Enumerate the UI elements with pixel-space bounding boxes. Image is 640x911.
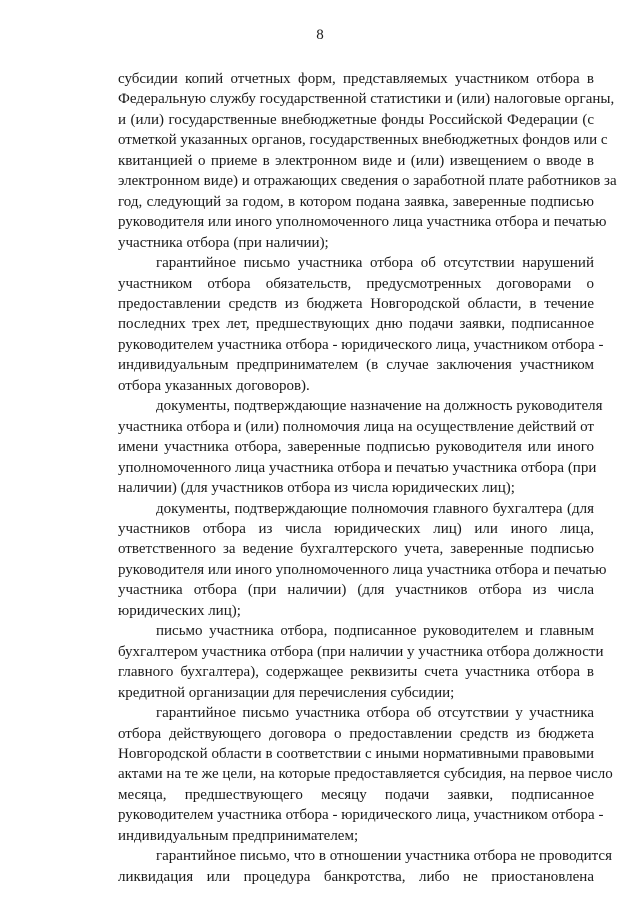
text-line: отбора указанных договоров).: [118, 377, 310, 394]
text-line: последних трех лет, предшествующих дню подачи заявки, подписанное: [118, 316, 594, 333]
text-line: Новгородской области в соответствии с иными нормативными правовыми: [118, 745, 594, 762]
text-line: участников отбора из числа юридических лиц) или иного лица,: [118, 520, 594, 537]
text-line: месяца, предшествующего месяцу подачи заявки, подписанное: [118, 786, 594, 803]
text-line: участника отбора и (или) полномочия лица на осуществление действий от: [118, 418, 594, 435]
text-line: электронном виде) и отражающих сведения о заработной плате работников за: [118, 173, 617, 190]
text-line: гарантийное письмо, что в отношении участника отбора не проводится: [156, 848, 612, 865]
text-line: бухгалтером участника отбора (при наличии у участника отбора должности: [118, 643, 604, 660]
page-number: 8: [316, 27, 324, 43]
text-line: и (или) государственные внебюджетные фонды Российской Федерации (с: [118, 111, 594, 128]
text-line: руководителем участника отбора - юридического лица, участником отбора -: [118, 336, 604, 353]
paragraph: [118, 846, 612, 887]
text-line: участника отбора (при наличии);: [118, 234, 329, 251]
text-line: руководителя или иного уполномоченного лица участника отбора и печатью: [118, 214, 607, 231]
text-line: субсидии копий отчетных форм, представляемых участником отбора в: [118, 71, 594, 87]
text-line: юридических лиц);: [118, 602, 241, 619]
text-line: год, следующий за годом, в котором подана заявка, заверенные подписью: [118, 193, 594, 210]
text-line: наличии) (для участников отбора из числа юридических лиц);: [118, 480, 515, 497]
text-line: индивидуальным предпринимателем;: [118, 827, 359, 844]
paragraph: [118, 253, 604, 396]
text-line: руководителя или иного уполномоченного лица участника отбора и печатью: [118, 561, 607, 578]
text-line: гарантийное письмо участника отбора об отсутствии у участника: [156, 705, 594, 722]
text-line: документы, подтверждающие назначение на должность руководителя: [156, 398, 603, 415]
text-line: имени участника отбора, заверенные подписью руководителя или иного: [118, 439, 594, 456]
text-line: квитанцией о приеме в электронном виде и (или) извещением о вводе в: [118, 152, 594, 169]
text-line: индивидуальным предпринимателем (в случае заключения участником: [118, 357, 594, 374]
text-line: документы, подтверждающие полномочия главного бухгалтера (для: [156, 500, 594, 517]
text-line: гарантийное письмо участника отбора об отсутствии нарушений: [156, 255, 594, 272]
text-line: отбора действующего договора о предоставлении средств из бюджета: [118, 725, 594, 742]
text-line: руководителем участника отбора - юридического лица, участником отбора -: [118, 807, 604, 824]
text-line: актами на те же цели, на которые предоставляется субсидия, на первое число: [118, 766, 613, 783]
document-body: [118, 69, 617, 887]
paragraph: [118, 396, 603, 498]
text-line: письмо участника отбора, подписанное руководителем и главным: [156, 623, 594, 640]
paragraph: [118, 621, 604, 703]
text-line: кредитной организации для перечисления субсидии;: [118, 684, 455, 701]
text-line: Федеральную службу государственной статистики и (или) налоговые органы,: [118, 91, 615, 108]
text-line: предоставлении средств из бюджета Новгородской области, в течение: [118, 295, 594, 312]
paragraph: [118, 703, 613, 846]
text-line: участника отбора (при наличии) (для участников отбора из числа: [118, 582, 594, 599]
text-line: уполномоченного лица участника отбора и печатью участника отбора (при: [118, 459, 597, 476]
text-line: ликвидация или процедура банкротства, либо не приостановлена: [118, 868, 594, 885]
text-line: ответственного за ведение бухгалтерского учета, заверенные подписью: [118, 541, 594, 558]
text-line: главного бухгалтера), содержащее реквизиты счета участника отбора в: [118, 664, 594, 681]
text-line: отметкой указанных органов, государственных внебюджетных фондов или с: [118, 132, 608, 149]
paragraph: [118, 499, 607, 622]
text-line: участником отбора обязательств, предусмотренных договорами о: [118, 275, 594, 292]
paragraph: [118, 69, 617, 253]
